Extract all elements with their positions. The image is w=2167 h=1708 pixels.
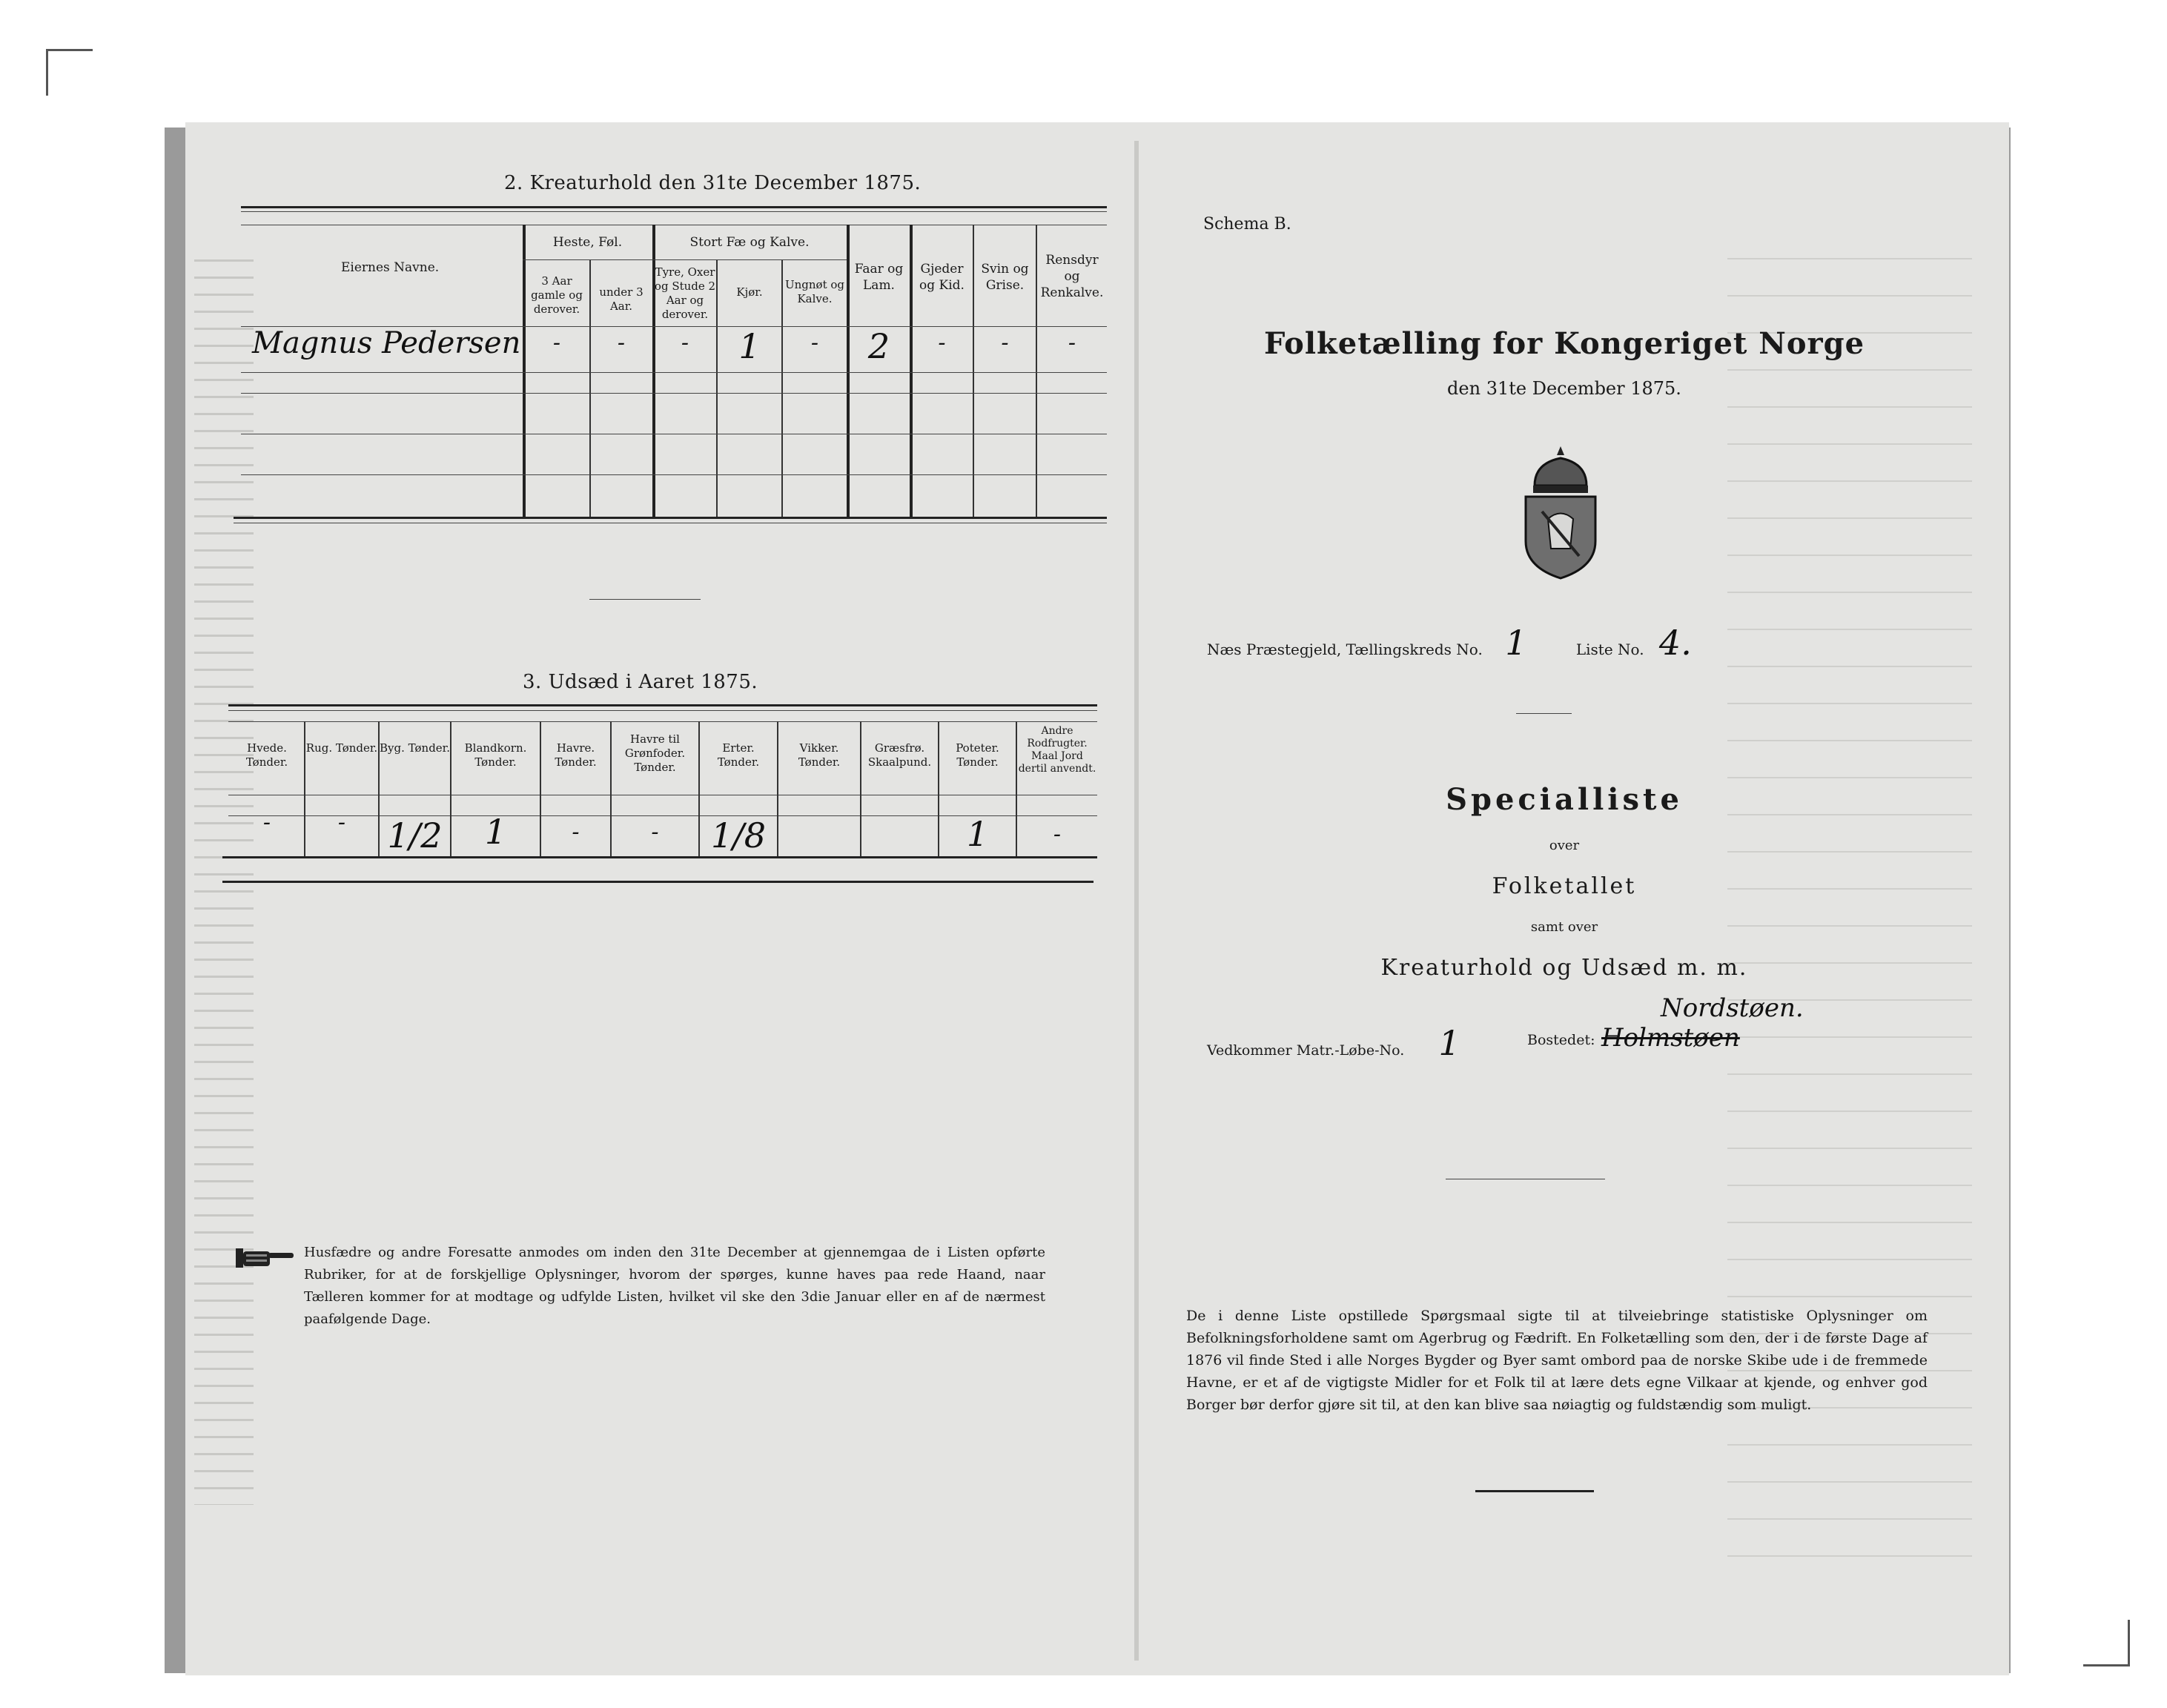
samt-over-text: samt over	[1530, 919, 1598, 935]
matr-number: 1	[1438, 1023, 1460, 1063]
col-header: under 3 Aar.	[599, 285, 644, 313]
rule	[228, 704, 1097, 706]
col-divider	[523, 225, 526, 517]
rule	[228, 710, 1097, 711]
rule	[234, 517, 1107, 519]
folketallet-text: Folketallet	[1492, 873, 1637, 899]
group-horses: Heste, Føl.	[552, 235, 623, 250]
rule	[222, 856, 1097, 858]
crop-mark-top-left	[46, 49, 93, 96]
seed-col-header: Havre til Grønfoder. Tønder.	[624, 732, 686, 774]
col-header: Tyre, Oxer og Stude 2 Aar og derover.	[654, 265, 716, 321]
owner-header: Eiernes Navne.	[341, 260, 440, 275]
col-header: Rensdyr og Renkalve.	[1040, 253, 1104, 300]
cell-value: -	[1068, 330, 1076, 356]
col-header: Ungnøt og Kalve.	[784, 278, 845, 305]
cell-value: -	[810, 330, 819, 356]
over-text: over	[1549, 838, 1580, 853]
matr-label: Vedkommer Matr.-Løbe-No.	[1207, 1042, 1405, 1059]
matr-line	[1207, 1023, 1549, 1063]
kreaturhold-text: Kreaturhold og Udsæd m. m.	[1380, 955, 1748, 981]
col-header: 3 Aar gamle og derover.	[531, 274, 583, 316]
rule	[241, 372, 1107, 373]
col-header: Gjeder og Kid.	[919, 262, 965, 293]
coat-of-arms-icon	[1520, 445, 1601, 582]
separator	[1516, 713, 1572, 714]
seed-heading: 3. Udsæd i Aaret 1875.	[523, 671, 758, 693]
seed-col-header: Hvede. Tønder.	[245, 741, 288, 769]
cell-value: -	[1001, 330, 1009, 356]
bosted-struck: Holmstøen	[1601, 1023, 1740, 1053]
liste-number: 4.	[1658, 623, 1692, 663]
notice-text: Husfædre og andre Foresatte anmodes om inden den 31te December at gjennemgaa de i Listen opførte Rubriker, for at de forskjellige Oplysninger, hvorom der spørges, kunne haves paa rede Haand, naar Tælleren kommer for at modtage og udfylde Listen, hvilket vil ske den 3die Januar eller en af de nærmest paafølgende Dage.	[304, 1245, 1045, 1327]
seed-value: -	[337, 810, 346, 835]
rule	[241, 211, 1107, 212]
seed-value: -	[1053, 821, 1062, 847]
col-header: Faar og Lam.	[854, 262, 904, 293]
group-cattle: Stort Fæ og Kalve.	[689, 235, 810, 250]
seed-value: -	[651, 819, 659, 845]
cover-title: Folketælling for Kongeriget Norge	[1263, 326, 1865, 361]
cell-value: 2	[867, 326, 890, 366]
seed-col-header: Blandkorn. Tønder.	[464, 741, 527, 769]
bosted-new: Nordstøen.	[1661, 993, 1804, 1023]
seed-value: 1/8	[710, 815, 767, 855]
rule	[523, 259, 847, 260]
cell-value: -	[552, 330, 561, 356]
info-text: De i denne Liste opstillede Spørgsmaal sigte til at tilveiebringe statistiske Oplysninger om Befolkningsforholdene samt om Agerbrug og Fædrift. En Folketælling som den, der i de første Dage af 1876 vil finde Sted i alle Norges Bygder og Byer samt ombord paa de norske Skibe ude i de fremmede Havne, er et af de vigtigste Midler for et Folk til at lære dets egne Vilkaar at kjende, og enhver god Borger bør derfor gjøre sit til, at den kan blive saa nøiagtig og fuldstændig som muligt.	[1186, 1308, 1928, 1413]
specialliste-title: Specialliste	[1446, 782, 1683, 817]
cover-date: den 31te December 1875.	[1447, 378, 1681, 399]
rule	[241, 393, 1107, 394]
rule	[241, 206, 1107, 208]
seed-value: 1	[966, 814, 989, 854]
center-fold	[1134, 141, 1139, 1661]
schema-label: Schema B.	[1203, 215, 1291, 234]
cell-value: -	[681, 330, 689, 356]
seed-col-header: Byg. Tønder.	[380, 741, 450, 755]
seed-value: -	[572, 819, 580, 845]
col-header: Kjør.	[736, 285, 763, 299]
cell-value: -	[617, 330, 626, 356]
seed-col-header: Poteter. Tønder.	[956, 741, 999, 769]
parish-number: 1	[1505, 623, 1527, 663]
seed-value: -	[262, 810, 271, 835]
seed-col-header: Havre. Tønder.	[555, 741, 597, 769]
parish-label: Næs Præstegjeld, Tællingskreds No.	[1207, 640, 1483, 658]
col-header: Svin og Grise.	[981, 262, 1029, 293]
seed-value: 1	[484, 812, 507, 852]
seed-col-header: Græsfrø. Skaalpund.	[867, 741, 932, 769]
cell-value: 1	[738, 326, 761, 366]
owner-name: Magnus Pedersen	[252, 326, 521, 360]
rule	[222, 881, 1094, 883]
pointing-hand-icon	[236, 1245, 295, 1271]
bosted-label: Bostedet:	[1527, 1032, 1595, 1048]
seed-value: 1/2	[387, 815, 443, 855]
seed-col-header: Andre Rodfrugter. Maal Jord dertil anvendt.	[1018, 725, 1096, 775]
seed-col-header: Erter. Tønder.	[717, 741, 760, 769]
seed-col-header: Vikker. Tønder.	[798, 741, 841, 769]
separator	[589, 599, 701, 600]
separator	[1475, 1490, 1594, 1492]
rule	[228, 721, 1097, 722]
crop-mark-bottom-right	[2083, 1620, 2130, 1666]
cell-value: -	[938, 330, 946, 356]
parish-line	[1207, 623, 1692, 663]
liste-label: Liste No.	[1575, 640, 1644, 658]
rule	[241, 474, 1107, 475]
seed-col-header: Rug. Tønder.	[305, 741, 378, 755]
livestock-heading: 2. Kreaturhold den 31te December 1875.	[504, 172, 922, 194]
